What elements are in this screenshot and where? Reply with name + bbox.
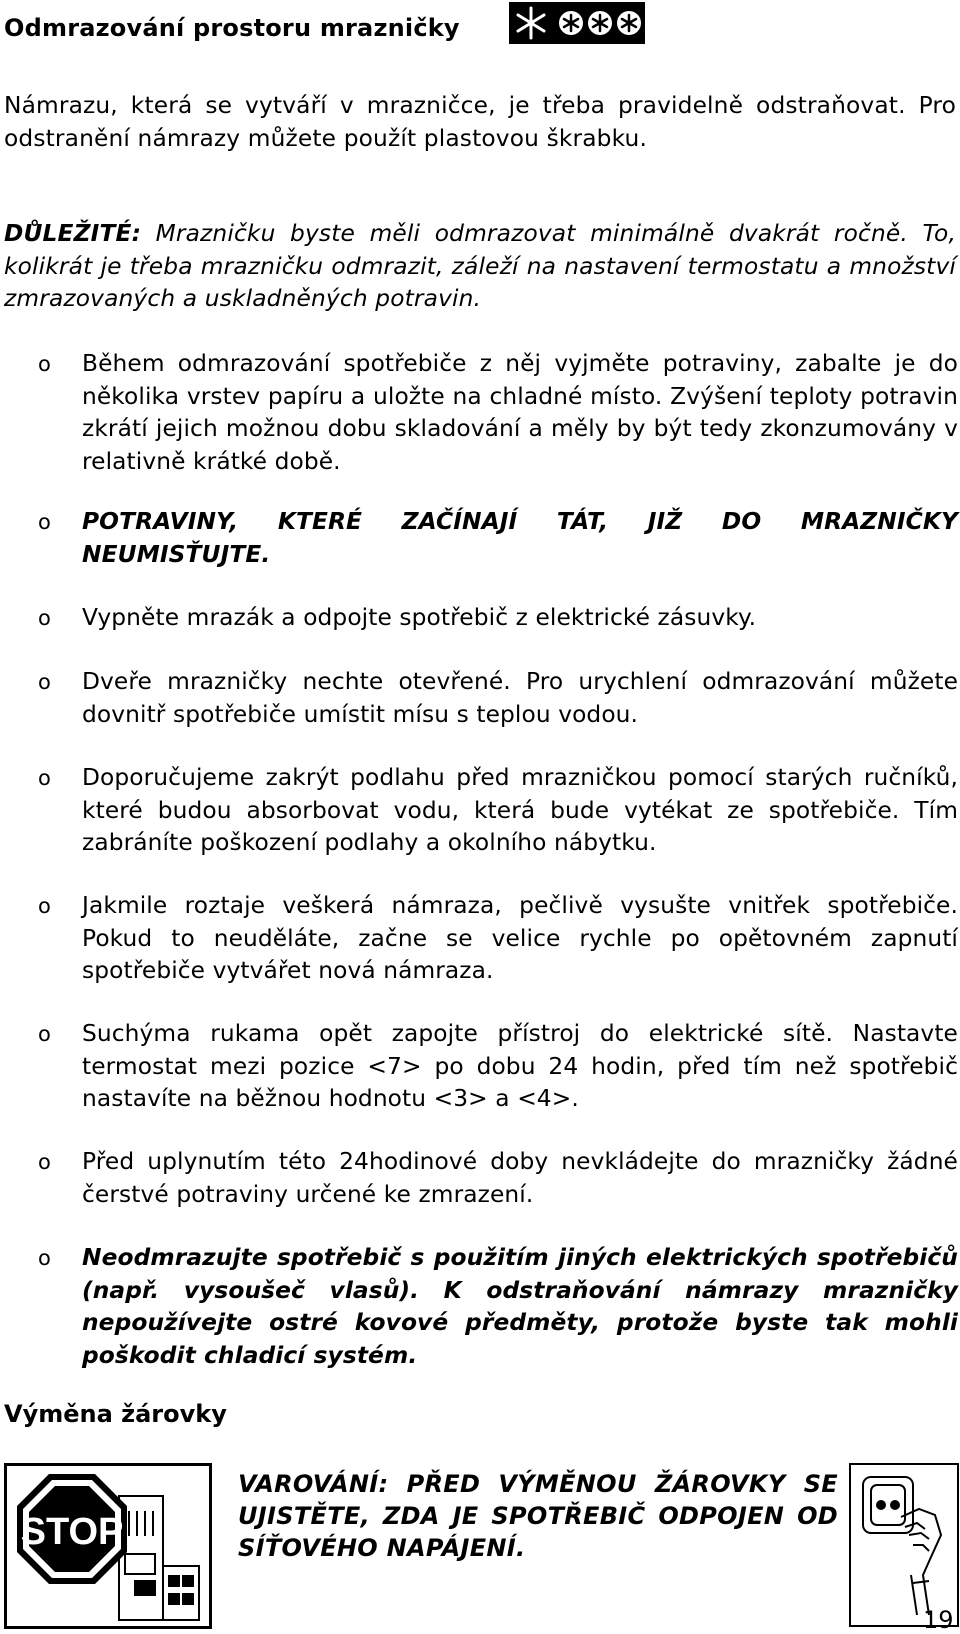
important-paragraph bbox=[4, 218, 956, 316]
unplug-hand-icon bbox=[849, 1463, 959, 1627]
list-item-text: Vypněte mrazák a odpojte spotřebič z elektrické zásuvky. bbox=[82, 604, 757, 631]
page-number: 19 bbox=[923, 1606, 954, 1634]
bullet-marker: o bbox=[38, 766, 51, 790]
bullet-marker: o bbox=[38, 606, 51, 630]
list-item-text: Před uplynutím této 24hodinové doby nevkládejte do mrazničky žádné čerstvé potraviny určené ke zmrazení. bbox=[82, 1148, 958, 1208]
bullet-marker: o bbox=[38, 510, 51, 534]
list-item-text: Během odmrazování spotřebiče z něj vyjměte potraviny, zabalte je do několika vrstev papíru a uložte na chladné místo. Zvýšení teploty potravin zkrátí jejich možnou dobu skladování a měly by být tedy zkonzumovány v relativně krátké době. bbox=[82, 350, 958, 475]
bullet-marker: o bbox=[38, 352, 51, 376]
warning-text: VAROVÁNÍ: PŘED VÝMĚNOU ŽÁROVKY SE UJISTĚTE, ZDA JE SPOTŘEBIČ ODPOJEN OD SÍŤOVÉHO NAPÁJENÍ. bbox=[238, 1470, 838, 1562]
stop-sign-icon bbox=[4, 1463, 212, 1629]
section-heading-bulb-replacement: Výměna žárovky bbox=[4, 1400, 227, 1428]
important-text: Mrazničku byste měli odmrazovat minimálně dvakrát ročně. To, kolikrát je třeba mrazničku odmrazit, záleží na nastavení termostatu a množství zmrazovaných a uskladněných potravin. bbox=[4, 220, 956, 312]
bullet-marker: o bbox=[38, 1022, 51, 1046]
bullet-marker: o bbox=[38, 1246, 51, 1270]
stop-sign-text: STOP bbox=[20, 1511, 124, 1553]
bullet-marker: o bbox=[38, 1150, 51, 1174]
bullet-marker: o bbox=[38, 670, 51, 694]
list-item-text: Doporučujeme zakrýt podlahu před mrazničkou pomocí starých ručníků, které budou absorbovat vodu, která bude vytékat ze spotřebiče. Tím zabráníte poškození podlahy a okolního nábytku. bbox=[82, 764, 958, 856]
list-item-text: Dveře mrazničky nechte otevřené. Pro urychlení odmrazování můžete dovnitř spotřebiče umístit mísu s teplou vodou. bbox=[82, 668, 958, 728]
list-item-text: Neodmrazujte spotřebič s použitím jiných elektrických spotřebičů (např. vysoušeč vlasů). K odstraňování námrazy mrazničky nepoužívejte ostré kovové předměty, protože byste tak mohli poškodit chladicí systém. bbox=[82, 1244, 958, 1369]
list-item-text: POTRAVINY, KTERÉ ZAČÍNAJÍ TÁT, JIŽ DO MRAZNIČKY NEUMISŤUJTE. bbox=[82, 508, 958, 568]
list-item-text: Jakmile roztaje veškerá námraza, pečlivě vysušte vnitřek spotřebiče. Pokud to neuděláte, začne se velice rychle po opětovném zapnutí spotřebiče vytvářet nová námraza. bbox=[82, 892, 958, 984]
intro-paragraph: Námrazu, která se vytváří v mrazničce, je třeba pravidelně odstraňovat. Pro odstranění námrazy můžete použít plastovou škrabku. bbox=[4, 92, 956, 152]
bullet-marker: o bbox=[38, 894, 51, 918]
section-heading-defrost: Odmrazování prostoru mrazničky bbox=[4, 14, 460, 42]
list-item-text: Suchýma rukama opět zapojte přístroj do elektrické sítě. Nastavte termostat mezi pozice <7> po dobu 24 hodin, před tím než spotřebič nastavíte na běžnou hodnotu <3> a <4>. bbox=[82, 1020, 958, 1112]
snowflake-three-stars-icon bbox=[509, 2, 645, 44]
important-label: DŮLEŽITÉ: bbox=[4, 220, 142, 247]
